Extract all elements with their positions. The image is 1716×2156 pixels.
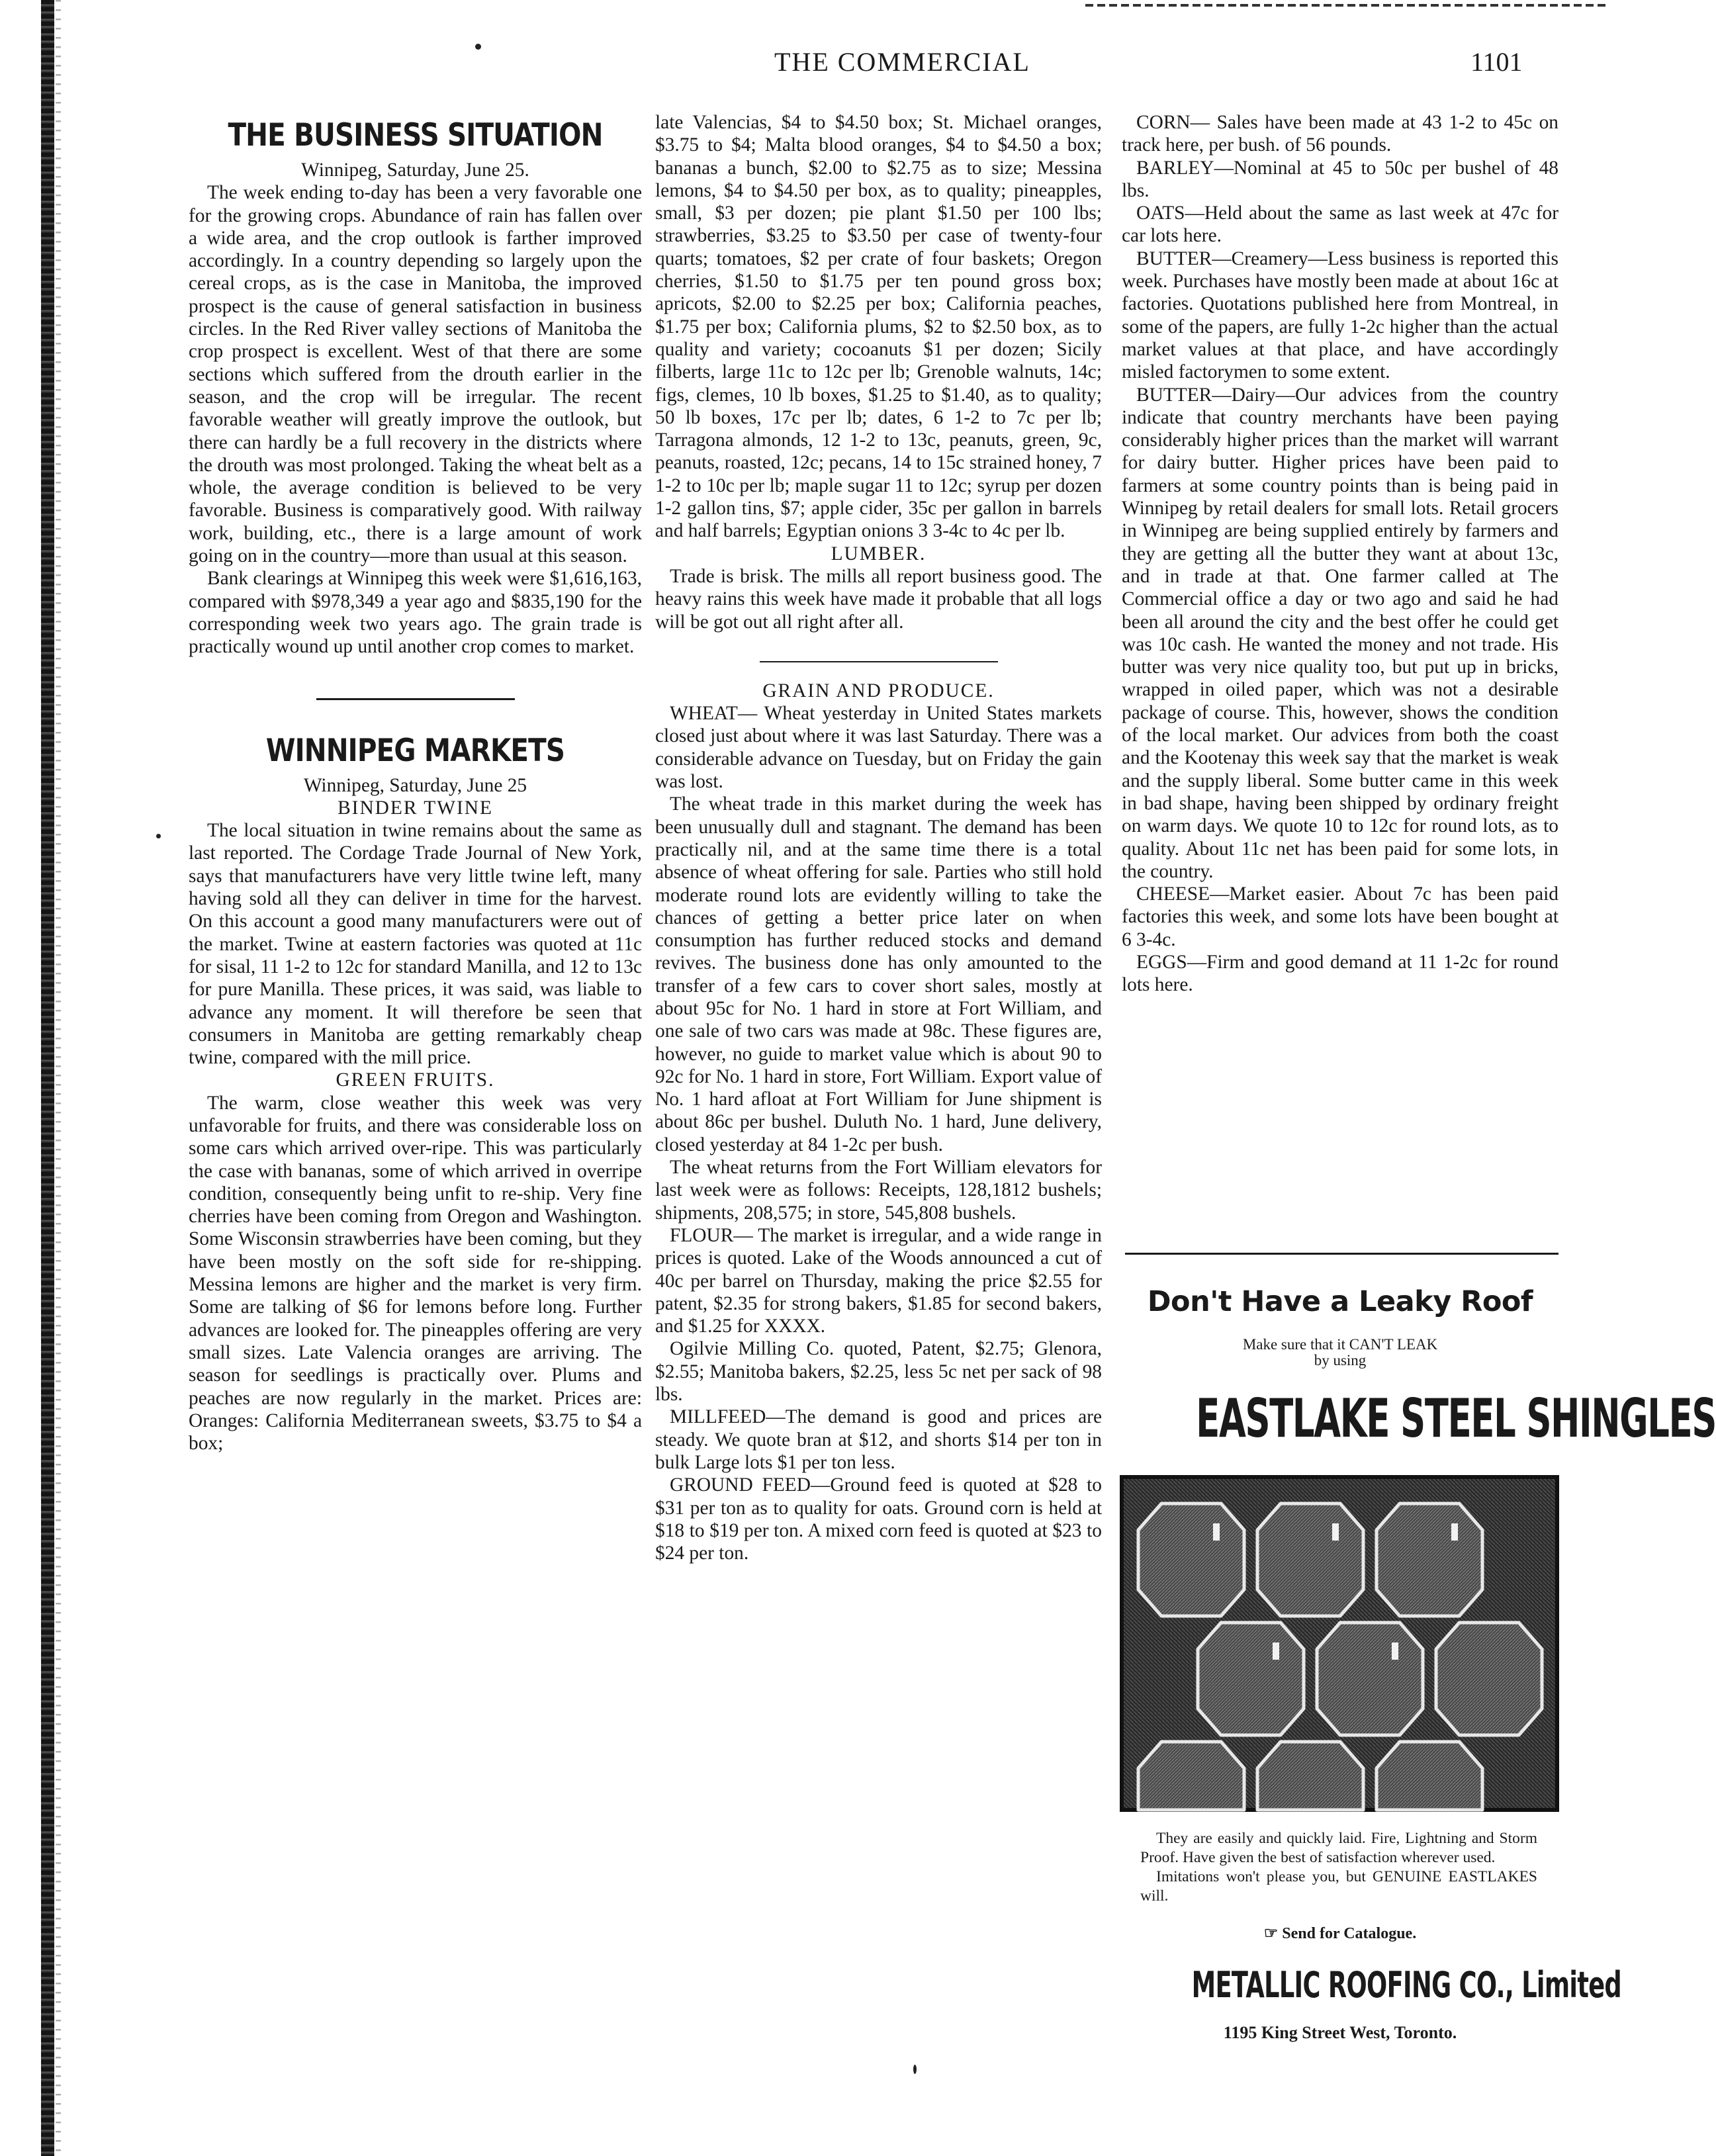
butter-creamery-paragraph: BUTTER—Creamery—Less business is reported this week. Purchases have mostly been made at about 16c at factories. Quotations published here from Montreal, in some of the papers, are fully 1-2c higher than the actual market values at that place, and have accordingly misled factorymen to some extent. [1122,247,1558,383]
ink-speck [156,834,161,838]
oats-paragraph: OATS—Held about the same as last week at 47c for car lots here. [1122,202,1558,247]
ink-speck [475,44,481,50]
page-number: 1101 [1470,47,1523,77]
ad-subline-1: Make sure that it CAN'T LEAK [1242,1336,1438,1353]
business-situation-headline: THE BUSINESS SITUATION [228,117,603,154]
column-2 [655,111,1102,2130]
wheat-paragraph: The wheat returns from the Fort William elevators for last week were as follows: Receipts, 128,1812 bushels; shipments, 208,575; in store, 545,808 bushels. [655,1157,1102,1224]
binder-twine-subhead: BINDER TWINE [338,797,493,819]
lumber-subhead: LUMBER. [831,543,926,564]
column-1 [189,111,642,2130]
corn-paragraph: CORN— Sales have been made at 43 1-2 to 45c on track here, per bush. of 56 pounds. [1122,112,1558,156]
millfeed-paragraph: MILLFEED—The demand is good and prices are steady. We quote bran at $12, and shorts $14 per ton in bulk Large lots $1 per ton less. [655,1406,1102,1473]
green-fruits-subhead: GREEN FRUITS. [336,1069,495,1091]
winnipeg-markets-dateline: Winnipeg, Saturday, June 25 [303,774,527,796]
wheat-paragraph: The wheat trade in this market during the week has been unusually dull and stagnant. The demand has been practically nil, and at the same time there is a total absence of wheat offering for sale. Parties who still hold moderate round lots are evidently willing to take the chances of getting a better price later on when consumption has further reduced stocks and demand revives. The business done has only amounted to the transfer of a few cars to cover short sales, mostly at about 95c for No. 1 hard in store at Fort William, and one sale of two cars was made at 98c. These figures are, however, no guide to market value which is about 90 to 92c for No. 1 hard in store, Fort William. Export value of No. 1 hard afloat at Fort William for June shipment is about 86c per bushel. Duluth No. 1 hard, June delivery, closed yesterday at 84 1-2c per bush. [655,793,1102,1155]
ad-subline-2: by using [1314,1352,1367,1369]
lumber-text: Trade is brisk. The mills all report business good. The heavy rains this week have made it probable that all logs will be got out all right after all. [655,565,1102,633]
steel-shingles-illustration [1122,1477,1557,1810]
eggs-paragraph: EGGS—Firm and good demand at 11 1-2c for round lots here. [1122,951,1558,996]
ad-headline: Don't Have a Leaky Roof [1147,1285,1533,1318]
ogilvie-paragraph: Ogilvie Milling Co. quoted, Patent, $2.75; Glenora, $2.55; Manitoba bakers, $2.25, less 5c net per sack of 98 lbs. [655,1338,1102,1406]
ad-company-address: 1195 King Street West, Toronto. [1223,2023,1457,2042]
ad-brand-name: EASTLAKE STEEL SHINGLES [1196,1388,1716,1449]
ad-body-paragraph: They are easily and quickly laid. Fire, Lightning and Storm Proof. Have given the best of satisfaction wherever used. [1140,1830,1537,1866]
green-fruits-text: The warm, close weather this week was very unfavorable for fruits, and there was considerable loss on some cars which arrived over-ripe. This was particularly the case with bananas, some of which arrived in overripe condition, consequently being unfit to re-ship. Very fine cherries have been coming from Oregon and Washington. Some Wisconsin strawberries have been coming, but they have been mostly on the soft side for re-shipping. Messina lemons are higher and the market is very firm. Some are talking of $6 for lemons before long. Further advances are looked for. The pineapples offering are very small sizes. Late Valencia oranges are arriving. The season for seedlings is practically over. Plums and peaches are now regularly in the market. Prices are: Oranges: California Mediterranean sweets, $3.75 to $4 a box; [189,1092,642,1455]
pointing-hand-icon: ☞ [1263,1925,1283,1942]
top-rule [1085,4,1608,7]
flour-paragraph: FLOUR— The market is irregular, and a wide range in prices is quoted. Lake of the Woods announced a cut of 40c per barrel on Thursday, making the price $2.55 for patent, $2.35 for strong bakers, $1.85 for second bakers, and $1.25 for XXXX. [655,1224,1102,1337]
column-3 [1122,111,1558,1279]
cheese-paragraph: CHEESE—Market easier. About 7c has been paid factories this week, and some lots have been bought at 6 3-4c. [1122,883,1558,950]
ad-subline [1122,1337,1558,1369]
business-situation-paragraph: The week ending to-day has been a very favorable one for the growing crops. Abundance of rain has fallen over a wide area, and the crop outlook is farther improved accordingly. In a country depending so largely upon the cereal crops, as is the case in Manitoba, the improved prospect is the cause of general satisfaction in business circles. In the Red River valley sections of Manitoba the crop prospect is excellent. West of that there are some sections which suffered from the drouth earlier in the season, and the crop will be irregular. The recent favorable weather will greatly improve the outlook, but there can hardly be a full recovery in the districts where the drouth was most prolonged. Taking the wheat belt as a whole, the average condition is believed to be very favorable. Business is comparatively good. With railway work, building, etc., there is a large amount of work going on in the country—more than usual at this season. [189,182,642,567]
ground-feed-paragraph: GROUND FEED—Ground feed is quoted at $28 to $31 per ton as to quality for oats. Ground corn is held at $18 to $19 per ton. A mixed corn feed is quoted at $23 to $24 per ton. [655,1474,1102,1564]
business-situation-paragraph: Bank clearings at Winnipeg this week were $1,616,163, compared with $978,349 a year ago and $835,190 for the corresponding week two years ago. The grain trade is practically wound up until another crop comes to market. [189,568,642,658]
publication-title: THE COMMERCIAL [774,47,1030,77]
green-fruits-continued: late Valencias, $4 to $4.50 box; St. Michael oranges, $3.75 to $4; Malta blood oranges, $4 to $4.50 a box; bananas a bunch, $2.00 to $2.75 as to size; Messina lemons, $4 to $4.50 per box, as to quality; pineapples, small, $3 per dozen; pie plant $1.50 per 100 lbs; strawberries, $3.25 to $3.50 per case of twenty-four quarts; tomatoes, $2 per crate of four baskets; Oregon cherries, $1.50 to $1.75 per ten pound gross box; apricots, $2.00 to $2.25 per box; California peaches, $1.75 per box; California plums, $2 to $2.50 box, as to quality and variety; cocoanuts $1 per dozen; Sicily filberts, large 11c to 12c per lb; Grenoble walnuts, 14c; figs, clemes, 10 lb boxes, $1.25 to $1.40, as to quality; 50 lb boxes, 17c per lb; dates, 6 1-2 to 7c per lb; Tarragona almonds, 12 1-2 to 13c, peanuts, green, 9c, peanuts, roasted, 12c; pecans, 14 to 15c strained honey, 7 1-2 to 10c per lb; maple sugar 11 to 12c; syrup per dozen 1-2 gallon tins, $7; apple cider, 35c per gallon in barrels and half barrels; Egyptian onions 3 3-4c to 4c per lb. [655,112,1102,542]
ad-catalogue-line [1122,1924,1558,1943]
ad-catalogue-text: Send for Catalogue. [1282,1925,1417,1942]
business-situation-dateline: Winnipeg, Saturday, June 25. [301,159,529,181]
ad-divider [1125,1253,1558,1255]
binding-edge [41,0,54,2156]
grain-produce-subhead: GRAIN AND PRODUCE. [762,680,995,701]
binding-shadow [56,0,61,2156]
winnipeg-markets-headline: WINNIPEG MARKETS [265,732,565,769]
ad-company-name: METALLIC ROOFING CO., Limited [1191,1964,1622,2006]
barley-paragraph: BARLEY—Nominal at 45 to 50c per bushel of 48 lbs. [1122,157,1558,201]
wheat-paragraph: WHEAT— Wheat yesterday in United States markets closed just about where it was last Saturday. There was a considerable advance on Tuesday, but on Friday the gain was lost. [655,703,1102,793]
roofing-advertisement [1122,1259,1716,2119]
ad-body-text [1140,1829,1537,1906]
section-divider [760,661,998,662]
ad-body-paragraph: Imitations won't please you, but GENUINE EASTLAKES will. [1140,1868,1537,1905]
binder-twine-text: The local situation in twine remains about the same as last reported. The Cordage Trade Journal of New York, says that manufacturers have very little twine left, many having sold all they can deliver in time for the harvest. On this account a good many manufacturers were out of the market. Twine at eastern factories was quoted at 11c for sisal, 11 1-2 to 12c for standard Manilla, and 12 to 13c for pure Manilla. These prices, it was said, was liable to advance any moment. It will therefore be seen that consumers in Manitoba are getting remarkably cheap twine, compared with the mill price. [189,820,642,1069]
butter-dairy-paragraph: BUTTER—Dairy—Our advices from the country indicate that country merchants have been paying considerably higher prices than the market will warrant for dairy butter. Higher prices have been paid to farmers at some country points than is being paid in Winnipeg by retail dealers for small lots. Retail grocers in Winnipeg are being supplied entirely by farmers and they are getting all the butter they want at about 13c, and in trade at that. One farmer called at The Commercial office a day or two ago and said he had been all around the city and the best offer he could get was 10c cash. He wanted the money and not trade. His butter was very nice quality too, but put up in bricks, wrapped in oiled paper, which was not a desirable package of course. This, however, shows the condition of the local market. Our advices from both the coast and the Kootenay this week say that the market is weak and the supply liberal. Some butter came in this week in bad shape, having been shipped by ordinary freight on warm days. We quote 10 to 12c for round lots, as to quality. About 11c net has been paid for some lots, in the country. [1122,384,1558,882]
section-divider [316,698,515,700]
